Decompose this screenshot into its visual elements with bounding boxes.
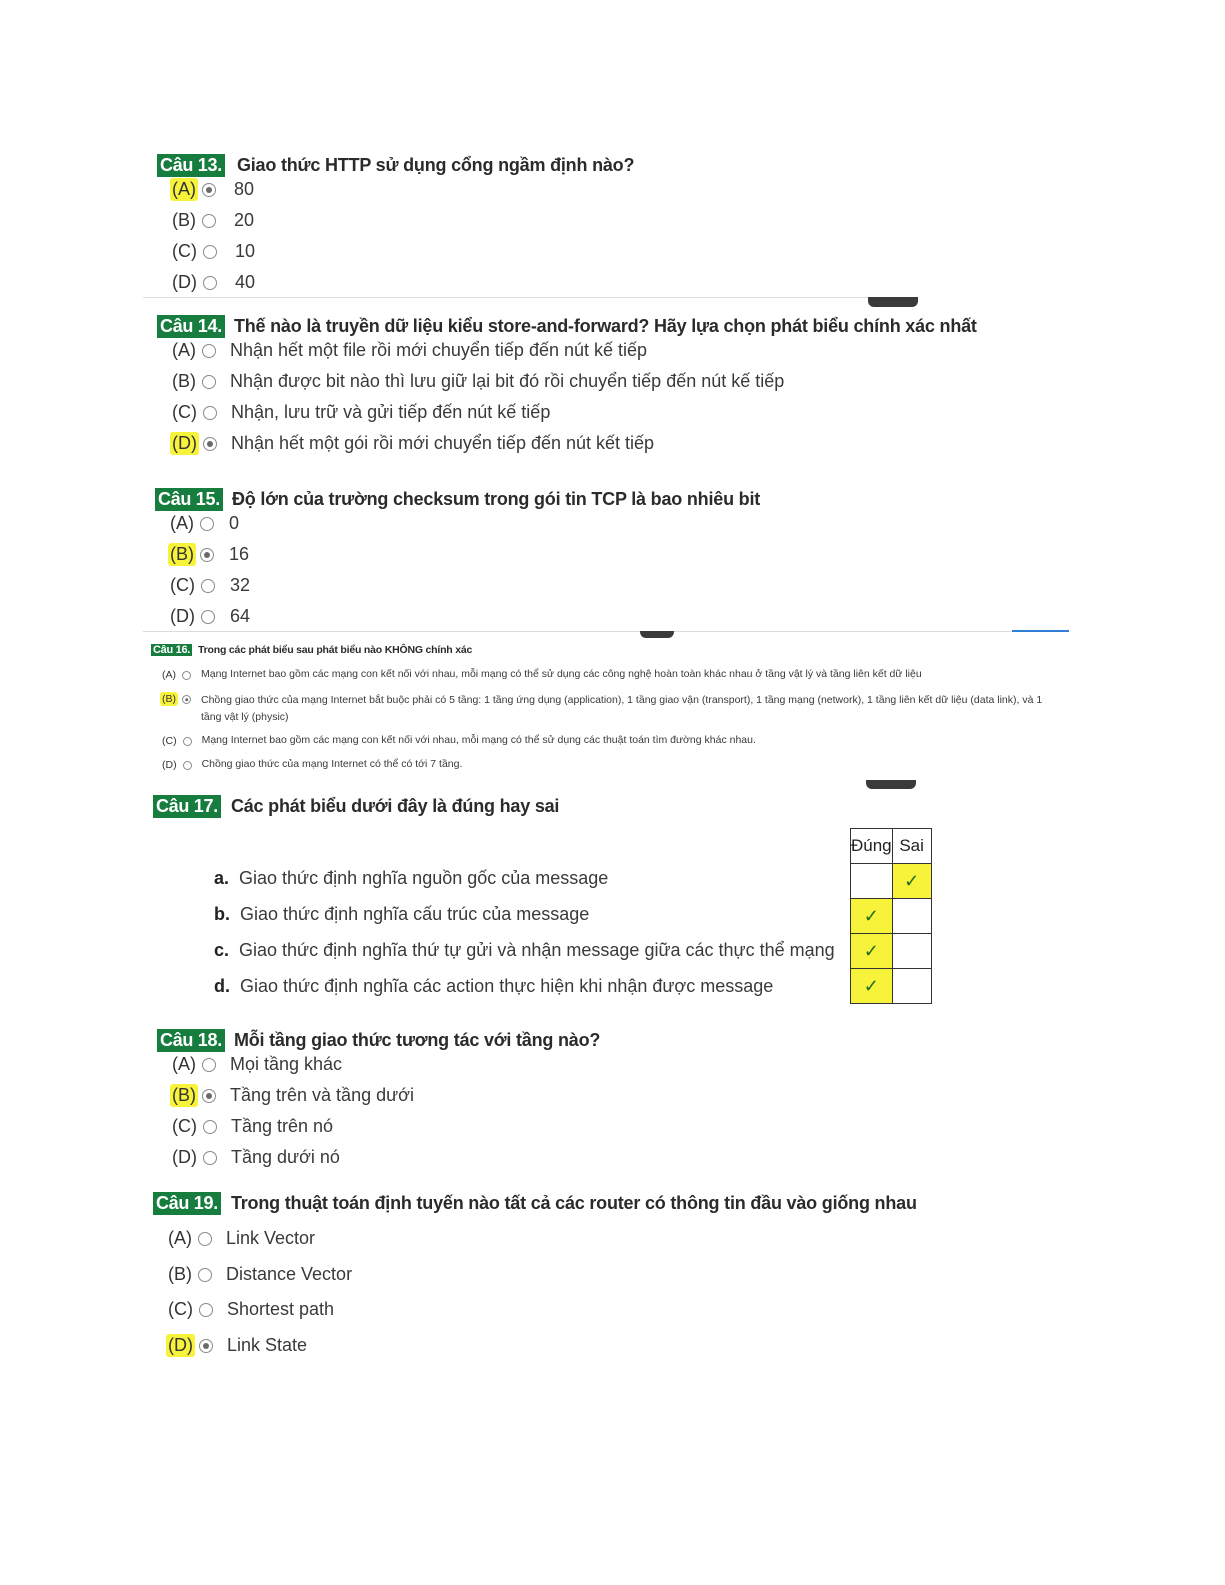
radio-icon[interactable]: [203, 1120, 217, 1134]
question-13-option-b[interactable]: [170, 209, 254, 232]
question-14-text: Thế nào là truyền dữ liệu kiểu store-and-forward? Hãy lựa chọn phát biểu chính xác nhất: [233, 316, 977, 336]
statement-label: b.: [214, 904, 230, 924]
question-13-option-d[interactable]: [170, 271, 255, 294]
radio-icon[interactable]: [202, 1058, 216, 1072]
question-18-option-c[interactable]: [170, 1115, 333, 1138]
option-letter: (B): [162, 693, 176, 705]
option-letter: (B): [170, 544, 194, 564]
radio-icon[interactable]: [183, 737, 192, 746]
question-18-number: Câu 18.: [157, 1029, 225, 1052]
question-13-text: Giao thức HTTP sử dụng cổng ngầm định nào?: [236, 155, 635, 175]
option-text: Link Vector: [226, 1228, 316, 1248]
question-18-option-d[interactable]: [170, 1146, 340, 1169]
table-row: [851, 899, 932, 934]
option-text: Chồng giao thức của mạng Internet có thể có tới 7 tầng.: [201, 758, 463, 770]
cell-true-c-checked[interactable]: ✓: [851, 934, 893, 969]
question-16-option-c[interactable]: [160, 734, 1060, 748]
statement-label: c.: [214, 940, 230, 960]
cell-false-a-checked[interactable]: ✓: [892, 864, 931, 899]
radio-selected-icon[interactable]: [199, 1339, 213, 1353]
radio-icon[interactable]: [203, 1151, 217, 1165]
question-15-text: Độ lớn của trường checksum trong gói tin TCP là bao nhiêu bit: [231, 489, 761, 509]
option-text: Distance Vector: [226, 1264, 353, 1284]
cell-false-c[interactable]: [892, 934, 931, 969]
question-17-text: Các phát biểu dưới đây là đúng hay sai: [230, 796, 560, 816]
statement-label: a.: [214, 868, 230, 888]
true-false-table: [850, 828, 932, 1004]
statement-a: [214, 868, 608, 889]
option-text: Link State: [227, 1335, 308, 1355]
table-row: [851, 969, 932, 1004]
option-letter: (D): [170, 606, 195, 626]
option-letter: (C): [172, 402, 197, 422]
statement-text: Giao thức định nghĩa thứ tự gửi và nhận message giữa các thực thể mạng: [239, 940, 835, 960]
option-letter: (C): [170, 575, 195, 595]
option-text: Nhận được bit nào thì lưu giữ lại bit đó rồi chuyển tiếp đến nút kế tiếp: [230, 371, 785, 391]
option-text: Mạng Internet bao gồm các mạng con kết nối với nhau, mỗi mạng có thể sử dụng các công nghệ hoàn toàn khác nhau ở tầng vật lý và tầng liên kết dữ liệu: [201, 668, 922, 680]
question-15-header: [155, 488, 760, 511]
question-16-header: [151, 644, 472, 656]
section-divider: [143, 297, 918, 298]
statement-text: Giao thức định nghĩa nguồn gốc của message: [239, 868, 609, 888]
option-letter: (D): [162, 759, 177, 771]
question-16-number: Câu 16.: [153, 644, 191, 656]
question-15-option-d[interactable]: [168, 605, 250, 628]
option-letter: (A): [168, 1228, 192, 1248]
option-text: Mạng Internet bao gồm các mạng con kết nối với nhau, mỗi mạng có thể sử dụng các thuật toán tìm đường khác nhau.: [201, 734, 756, 746]
option-letter: (C): [172, 1116, 197, 1136]
option-text: 32: [230, 575, 251, 595]
radio-icon[interactable]: [202, 375, 216, 389]
option-letter: (A): [170, 513, 194, 533]
radio-selected-icon[interactable]: [202, 183, 216, 197]
question-15-option-a[interactable]: [168, 512, 239, 535]
radio-icon[interactable]: [200, 517, 214, 531]
question-19-option-c[interactable]: [166, 1298, 334, 1321]
table-row: [851, 864, 932, 899]
radio-icon[interactable]: [202, 214, 216, 228]
option-letter: (C): [162, 735, 177, 747]
radio-icon[interactable]: [203, 245, 217, 259]
progress-indicator: [1012, 630, 1069, 632]
option-text: 80: [234, 179, 255, 199]
question-17-header: [153, 795, 559, 818]
question-13-number: Câu 13.: [157, 154, 225, 177]
option-text: Mọi tầng khác: [230, 1054, 343, 1074]
question-14-option-c[interactable]: [170, 401, 550, 424]
scroll-handle[interactable]: [640, 631, 674, 638]
radio-icon[interactable]: [201, 610, 215, 624]
radio-icon[interactable]: [203, 406, 217, 420]
option-text: Nhận hết một gói rồi mới chuyển tiếp đến nút kết tiếp: [231, 433, 655, 453]
question-14-number: Câu 14.: [157, 315, 225, 338]
option-letter: (C): [168, 1299, 193, 1319]
column-header-true: Đúng: [851, 829, 893, 864]
option-letter: (B): [172, 1085, 196, 1105]
statement-b: [214, 904, 589, 925]
statement-c: [214, 940, 835, 961]
option-text: 40: [235, 272, 256, 292]
radio-icon[interactable]: [182, 671, 191, 680]
question-18-option-a[interactable]: [170, 1053, 342, 1076]
question-19-option-d[interactable]: [166, 1334, 307, 1357]
option-text: Tầng dưới nó: [231, 1147, 340, 1167]
question-19-option-b[interactable]: [166, 1263, 352, 1286]
cell-true-d-checked[interactable]: ✓: [851, 969, 893, 1004]
radio-icon[interactable]: [198, 1268, 212, 1282]
scroll-handle[interactable]: [868, 297, 918, 307]
question-16-option-b[interactable]: [160, 692, 1060, 726]
question-18-header: [157, 1029, 600, 1052]
question-16-option-a[interactable]: [160, 668, 1060, 682]
option-letter: (D): [168, 1335, 193, 1355]
question-15-number: Câu 15.: [155, 488, 223, 511]
option-letter: (D): [172, 433, 197, 453]
question-14-option-b[interactable]: [170, 370, 784, 393]
radio-icon[interactable]: [201, 579, 215, 593]
option-text: 10: [235, 241, 256, 261]
option-letter: (A): [172, 340, 196, 360]
radio-icon[interactable]: [183, 761, 192, 770]
option-letter: (B): [168, 1264, 192, 1284]
statement-text: Giao thức định nghĩa các action thực hiện khi nhận được message: [240, 976, 774, 996]
table-row: [851, 934, 932, 969]
option-text: 16: [229, 544, 250, 564]
option-text: Nhận, lưu trữ và gửi tiếp đến nút kế tiếp: [231, 402, 551, 422]
option-letter: (A): [172, 179, 196, 199]
option-letter: (D): [172, 272, 197, 292]
scroll-handle[interactable]: [866, 780, 916, 789]
option-text: Chồng giao thức của mạng Internet bắt buộc phải có 5 tầng: 1 tầng ứng dụng (application), 1 tầng giao vận (transport), 1 tầng mạng (network), 1 tầng liên kết dữ liệu (data link), và 1 tầng vật lý (physic): [201, 694, 1043, 723]
option-text: 64: [230, 606, 251, 626]
radio-selected-icon[interactable]: [200, 548, 214, 562]
cell-true-a[interactable]: [851, 864, 893, 899]
option-letter: (A): [162, 669, 176, 681]
question-19-number: Câu 19.: [153, 1192, 221, 1215]
question-15-option-b[interactable]: [168, 543, 249, 566]
option-letter: (D): [172, 1147, 197, 1167]
option-letter: (B): [172, 371, 196, 391]
question-13-option-a[interactable]: [170, 178, 254, 201]
question-14-option-d[interactable]: [170, 432, 654, 455]
radio-icon[interactable]: [202, 344, 216, 358]
question-13-option-c[interactable]: [170, 240, 255, 263]
statement-text: Giao thức định nghĩa cấu trúc của message: [240, 904, 590, 924]
option-text: 20: [234, 210, 255, 230]
radio-icon[interactable]: [199, 1303, 213, 1317]
option-letter: (B): [172, 210, 196, 230]
question-14-header: [157, 315, 977, 338]
column-header-false: Sai: [892, 829, 931, 864]
statement-label: d.: [214, 976, 230, 996]
radio-selected-icon[interactable]: [182, 695, 191, 704]
question-19-option-a[interactable]: [166, 1227, 315, 1250]
question-15-option-c[interactable]: [168, 574, 250, 597]
section-divider: [143, 631, 1068, 632]
radio-icon[interactable]: [198, 1232, 212, 1246]
question-14-option-a[interactable]: [170, 339, 647, 362]
option-text: Tầng trên nó: [231, 1116, 334, 1136]
question-19-header: [153, 1192, 917, 1215]
question-16-text: Trong các phát biểu sau phát biểu nào KHÔNG chính xác: [198, 644, 473, 656]
question-19-text: Trong thuật toán định tuyến nào tất cả các router có thông tin đầu vào giống nhau: [230, 1193, 917, 1213]
question-18-text: Mỗi tầng giao thức tương tác với tầng nào?: [233, 1030, 601, 1050]
option-text: Tầng trên và tầng dưới: [230, 1085, 414, 1105]
radio-selected-icon[interactable]: [202, 1089, 216, 1103]
question-13-header: [157, 154, 634, 177]
cell-true-b-checked[interactable]: ✓: [851, 899, 893, 934]
option-text: 0: [229, 513, 240, 533]
option-letter: (C): [172, 241, 197, 261]
cell-false-d[interactable]: [892, 969, 931, 1004]
cell-false-b[interactable]: [892, 899, 931, 934]
question-18-option-b[interactable]: [170, 1084, 414, 1107]
option-letter: (A): [172, 1054, 196, 1074]
option-text: Shortest path: [227, 1299, 335, 1319]
radio-selected-icon[interactable]: [203, 437, 217, 451]
radio-icon[interactable]: [203, 276, 217, 290]
option-text: Nhận hết một file rồi mới chuyển tiếp đến nút kế tiếp: [230, 340, 648, 360]
question-16-option-d[interactable]: [160, 758, 1060, 772]
question-17-number: Câu 17.: [153, 795, 221, 818]
statement-d: [214, 976, 773, 997]
